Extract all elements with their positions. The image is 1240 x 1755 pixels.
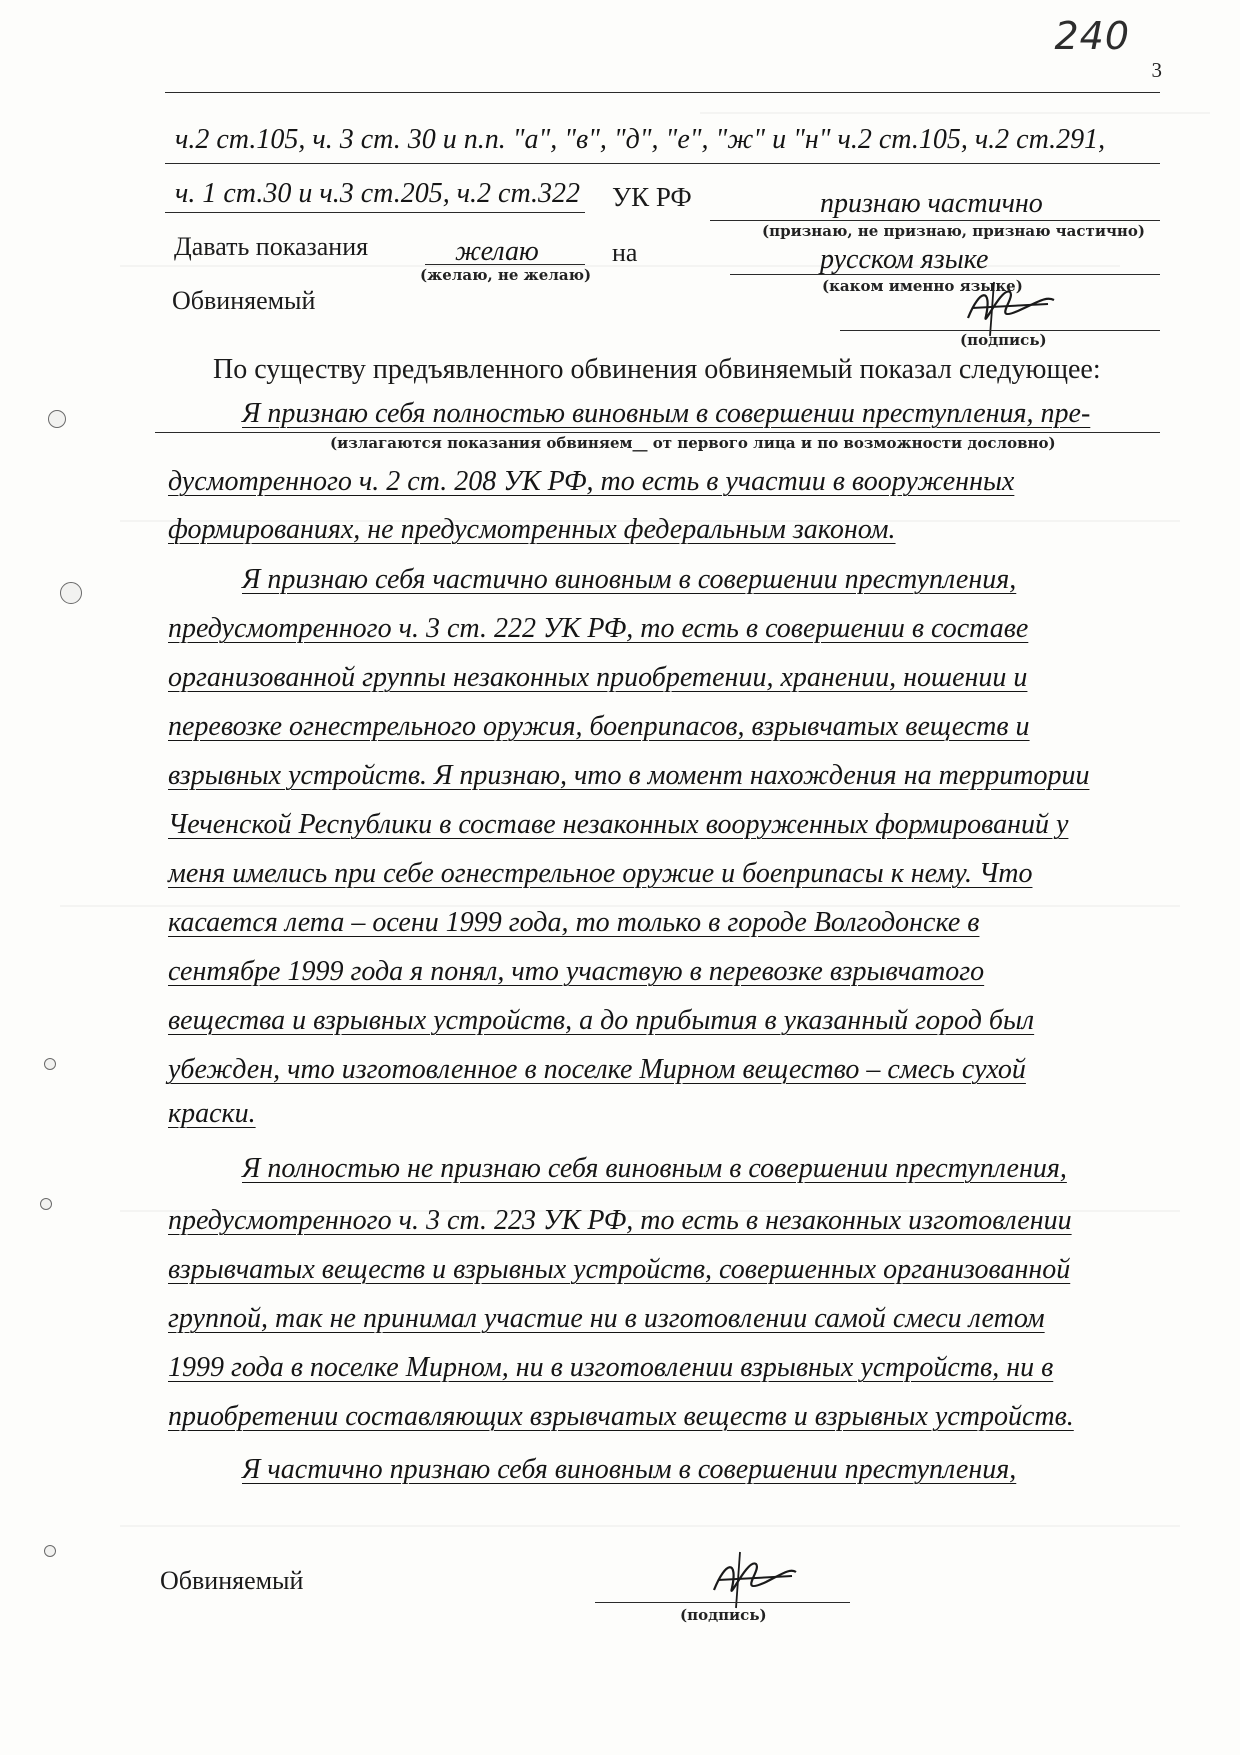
statement-line: Чеченской Республики в составе незаконных вооруженных формирований у: [168, 809, 1069, 840]
statement-rule: [155, 432, 1160, 433]
page-number: 3: [1151, 58, 1162, 82]
willing-hint: (желаю, не желаю): [420, 266, 592, 284]
language-value: русском языке: [820, 244, 989, 275]
punch-hole-icon: [44, 1058, 56, 1070]
statement-line: убежден, что изготовленное в поселке Мирном вещество – смесь сухой: [168, 1054, 1026, 1085]
footer-signature-hint: (подпись): [680, 1606, 767, 1624]
punch-hole-icon: [40, 1198, 52, 1210]
statement-line: краски.: [168, 1098, 256, 1129]
willing-value: желаю: [455, 236, 539, 267]
punch-hole-icon: [60, 582, 82, 604]
charges-line-1-rule: [165, 163, 1160, 164]
statement-line: предусмотренного ч. 3 ст. 223 УК РФ, то есть в незаконных изготовлении: [168, 1205, 1072, 1236]
language-rule: [730, 274, 1160, 275]
charges-line-2: ч. 1 ст.30 и ч.3 ст.205, ч.2 ст.322: [175, 178, 581, 209]
statement-line: взрывчатых веществ и взрывных устройств, совершенных организованной: [168, 1254, 1071, 1285]
plea-hint: (признаю, не признаю, признаю частично): [762, 222, 1145, 240]
statement-line: Я признаю себя полностью виновным в совершении преступления, пре-: [242, 398, 1091, 429]
archive-page-number: 240: [1054, 14, 1130, 58]
footer-signature: [700, 1548, 800, 1610]
signature-hint: (подпись): [960, 331, 1047, 349]
accused-signature: [950, 278, 1060, 338]
plea-rule: [710, 220, 1160, 221]
punch-hole-icon: [44, 1545, 56, 1557]
statement-line: Я признаю себя частично виновным в совершении преступления,: [242, 564, 1017, 595]
statement-line: приобретении составляющих взрывчатых веществ и взрывных устройств.: [168, 1401, 1074, 1432]
criminal-code-label: УК РФ: [612, 182, 692, 212]
footer-accused-label: Обвиняемый: [160, 1566, 304, 1595]
statement-line: группой, так не принимал участие ни в изготовлении самой смеси летом: [168, 1303, 1045, 1334]
punch-hole-icon: [48, 410, 66, 428]
statement-line: сентябре 1999 года я понял, что участвую в перевозке взрывчатого: [168, 956, 985, 987]
statement-line: Я частично признаю себя виновным в совершении преступления,: [242, 1454, 1017, 1485]
plea-value: признаю частично: [820, 188, 1043, 219]
language-hint: (каком именно языке): [822, 277, 1023, 295]
statement-line: Я полностью не признаю себя виновным в совершении преступления,: [242, 1153, 1067, 1184]
statement-line: перевозке огнестрельного оружия, боеприпасов, взрывчатых веществ и: [168, 711, 1030, 742]
statement-line: вещества и взрывных устройств, а до прибытия в указанный город был: [168, 1005, 1035, 1036]
statement-line: организованной группы незаконных приобретении, хранении, ношении и: [168, 662, 1028, 693]
statement-line: касается лета – осени 1999 года, то только в городе Волгодонске в: [168, 907, 980, 938]
statement-line: дусмотренного ч. 2 ст. 208 УК РФ, то есть в участии в вооруженных: [168, 466, 1015, 497]
charges-line-2-rule: [165, 212, 585, 213]
statement-line: предусмотренного ч. 3 ст. 222 УК РФ, то есть в совершении в составе: [168, 613, 1029, 644]
language-preposition: на: [612, 238, 638, 267]
testimony-label: Давать показания: [174, 232, 369, 261]
statement-line: 1999 года в поселке Мирном, ни в изготовлении взрывных устройств, ни в: [168, 1352, 1054, 1383]
statement-line: формированиях, не предусмотренных федеральным законом.: [168, 514, 896, 545]
willing-rule: [425, 264, 585, 265]
footer-signature-rule: [595, 1602, 850, 1603]
accused-label: Обвиняемый: [172, 286, 316, 315]
statement-hint: (излагаются показания обвиняем__ от первого лица и по возможности дословно): [330, 434, 1056, 452]
statement-line: взрывных устройств. Я признаю, что в момент нахождения на территории: [168, 760, 1090, 791]
charges-line-1: ч.2 ст.105, ч. 3 ст. 30 и п.п. "а", "в", "д", "е", "ж" и "н" ч.2 ст.105, ч.2 ст.291,: [175, 124, 1106, 155]
statement-line: меня имелись при себе огнестрельное оружие и боеприпасы к нему. Что: [168, 858, 1033, 889]
statement-heading: По существу предъявленного обвинения обвиняемый показал следующее:: [213, 354, 1101, 385]
top-rule: [165, 92, 1160, 93]
